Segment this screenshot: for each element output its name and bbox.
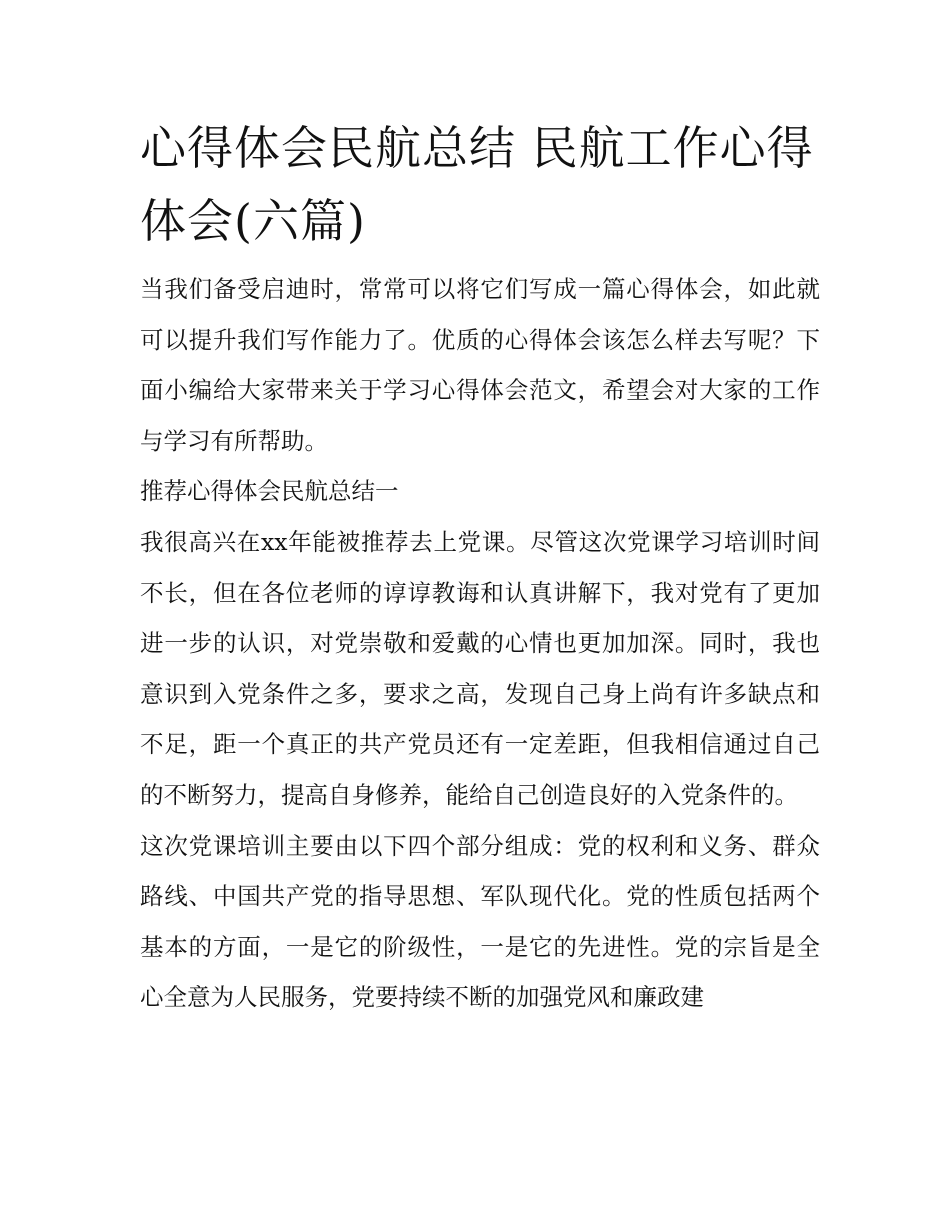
body-paragraph-1: 我很高兴在xx年能被推荐去上党课。尽管这次党课学习培训时间不长，但在各位老师的谆谆教诲和认真讲解下，我对党有了更加进一步的认识，对党崇敬和爱戴的心情也更加加深。同时，我也意识到入党条件之多，要求之高，发现自己身上尚有许多缺点和不足，距一个真正的共产党员还有一定差距，但我相信通过自己的不断努力，提高自身修养，能给自己创造良好的入党条件的。 xyxy=(140,527,820,809)
body-paragraph-2: 这次党课培训主要由以下四个部分组成：党的权利和义务、群众路线、中国共产党的指导思想、军队现代化。党的性质包括两个基本的方面，一是它的阶级性，一是它的先进性。党的宗旨是全心全意为人民服务，党要持续不断的加强党风和廉政建 xyxy=(140,831,820,1012)
document-body xyxy=(140,112,820,1023)
section-heading: 推荐心得体会民航总结一 xyxy=(140,477,399,506)
intro-paragraph: 当我们备受启迪时，常常可以将它们写成一篇心得体会，如此就可以提升我们写作能力了。优质的心得体会该怎么样去写呢？下面小编给大家带来关于学习心得体会范文，希望会对大家的工作与学习有所帮助。 xyxy=(140,275,820,455)
document-title: 心得体会民航总结 民航工作心得体会(六篇) xyxy=(140,121,814,248)
